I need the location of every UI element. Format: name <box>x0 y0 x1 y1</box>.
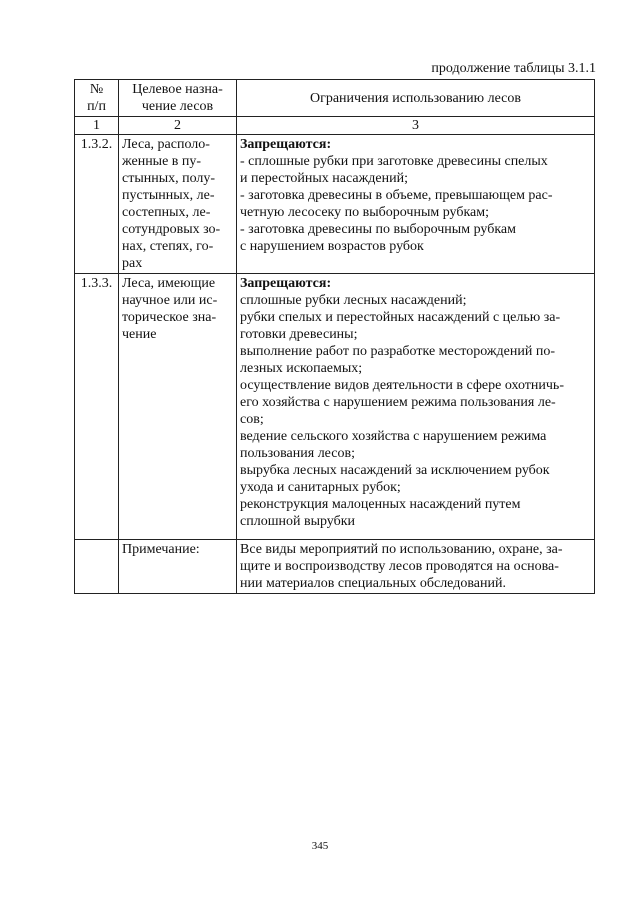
restriction-line: ведение сельского хозяйства с нарушением режима <box>240 429 547 444</box>
restriction-line: его хозяйства с нарушением режима пользования ле- <box>240 395 556 410</box>
row-number: 1.3.3. <box>75 274 119 540</box>
row-purpose <box>119 540 237 594</box>
table-header-row <box>75 80 595 117</box>
header-num-line: п/п <box>87 99 106 114</box>
restrictions-heading: Запрещаются: <box>240 137 332 152</box>
header-purpose-line: Целевое назна- <box>132 82 223 97</box>
table-row <box>75 135 595 274</box>
restriction-line: и перестойных насаждений; <box>240 171 408 186</box>
restrictions-heading: Запрещаются: <box>240 276 332 291</box>
note-line: щите и воспроизводству лесов проводятся на основа- <box>240 559 559 574</box>
row-restrictions <box>237 274 595 540</box>
purpose-line: состепных, ле- <box>122 205 211 220</box>
table-row <box>75 274 595 540</box>
restriction-line: сплошные рубки лесных насаждений; <box>240 293 467 308</box>
column-number: 1 <box>75 117 119 135</box>
purpose-line: стынных, полу- <box>122 171 216 186</box>
restriction-line: - заготовка древесины в объеме, превышающем рас- <box>240 188 553 203</box>
purpose-line: научное или ис- <box>122 293 218 308</box>
row-purpose <box>119 274 237 540</box>
header-num-line: № <box>89 82 104 97</box>
restriction-line: ухода и санитарных рубок; <box>240 480 401 495</box>
header-num <box>75 80 119 117</box>
column-number: 2 <box>119 117 237 135</box>
note-label: Примечание: <box>122 542 200 557</box>
header-purpose-line: чение лесов <box>141 99 214 114</box>
purpose-line: рах <box>122 256 143 271</box>
table-row <box>75 540 595 594</box>
restriction-line: реконструкция малоценных насаждений путем <box>240 497 521 512</box>
restriction-line: вырубка лесных насаждений за исключением рубок <box>240 463 550 478</box>
note-line: Все виды мероприятий по использованию, охране, за- <box>240 542 563 557</box>
purpose-line: Леса, имеющие <box>122 276 216 291</box>
purpose-line: сотундровых зо- <box>122 222 221 237</box>
forest-restrictions-table <box>74 79 595 594</box>
restriction-line: с нарушением возрастов рубок <box>240 239 424 254</box>
row-number: 1.3.2. <box>75 135 119 274</box>
table-continuation-label: продолжение таблицы 3.1.1 <box>431 61 596 76</box>
column-number: 3 <box>237 117 595 135</box>
header-restrictions: Ограничения использованию лесов <box>237 80 595 117</box>
restriction-line: пользования лесов; <box>240 446 355 461</box>
row-purpose <box>119 135 237 274</box>
restriction-line: - сплошные рубки при заготовке древесины спелых <box>240 154 548 169</box>
restriction-line: лезных ископаемых; <box>240 361 363 376</box>
column-number-row <box>75 117 595 135</box>
restriction-line: четную лесосеку по выборочным рубкам; <box>240 205 490 220</box>
page-number: 345 <box>311 840 329 852</box>
restriction-line: рубки спелых и перестойных насаждений с целью за- <box>240 310 561 325</box>
restriction-line: выполнение работ по разработке месторождений по- <box>240 344 556 359</box>
restriction-line: сов; <box>240 412 264 427</box>
purpose-line: чение <box>122 327 157 342</box>
purpose-line: Леса, располо- <box>122 137 210 152</box>
restriction-line: осуществление видов деятельности в сфере охотничь- <box>240 378 564 393</box>
purpose-line: пустынных, ле- <box>122 188 215 203</box>
restriction-line: - заготовка древесины по выборочным рубкам <box>240 222 516 237</box>
header-purpose <box>119 80 237 117</box>
row-note <box>237 540 595 594</box>
restriction-line: готовки древесины; <box>240 327 358 342</box>
purpose-line: торическое зна- <box>122 310 217 325</box>
note-line: нии материалов специальных обследований. <box>240 576 506 591</box>
row-number <box>75 540 119 594</box>
purpose-line: нах, степях, го- <box>122 239 214 254</box>
restriction-line: сплошной вырубки <box>240 514 356 529</box>
purpose-line: женные в пу- <box>122 154 202 169</box>
row-restrictions <box>237 135 595 274</box>
